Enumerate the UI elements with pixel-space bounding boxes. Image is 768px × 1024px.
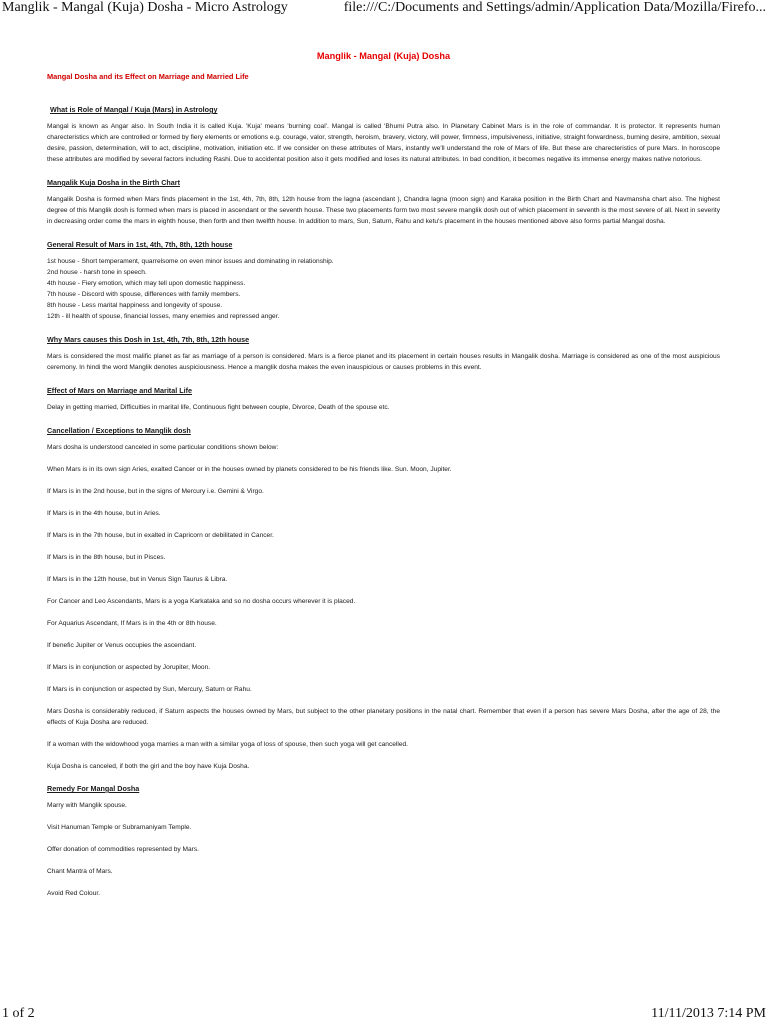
list-item: Chant Mantra of Mars. (47, 868, 113, 875)
list-item: If a woman with the widowhood yoga marries a man with a similar yoga of loss of spouse, then such yoga will get cancelled. (47, 741, 409, 748)
section-text-effect: Delay in getting married, Difficulties in marital life, Continuous fight between couple, Divorce, Death of the spouse etc. (47, 404, 390, 411)
section-heading-general-result: General Result of Mars in 1st, 4th, 7th, 8th, 12th house (47, 240, 233, 249)
list-item: Visit Hanuman Temple or Subramaniyam Temple. (47, 824, 192, 831)
list-item: For Aquarius Ascendant, If Mars is in the 4th or 8th house. (47, 620, 217, 627)
list-item: If Mars is in conjunction or aspected by Jorupiter, Moon. (47, 664, 211, 671)
section-text-why-mars: Mars is considered the most malific planet as far as marriage of a person is considered. Mars is a fierce planet and its placement in certain houses results in Mangalik dosha. Marriage is considered as one of the most auspicious ceremony. In hindi the word Manglik denotes auspiciousness. Hence a manglik dosha makes the even inauspicious or causes problems in this event. (47, 353, 720, 371)
list-item: 7th house - Discord with spouse, differences with family members. (47, 291, 241, 298)
list-item: Kuja Dosha is canceled, if both the girl and the boy have Kuja Dosha. (47, 763, 250, 770)
document-body (47, 50, 720, 910)
section-text-birth-chart: Mangalik Dosha is formed when Mars finds placement in the 1st, 4th, 7th, 8th, 12th house from the lagna (ascendant ), Chandra lagna (moon sign) and Karaka position in the Birth Chart and Navmansha chart also. The highest degree of this Manglik dosh is formed when mars is placed in ascendant or the seventh house. These two placements form two most severe manglik dosh out of which placement in seventh is the most severe of all. Next in severity in decreasing order come the mars in eighth house, then forth and then twelfth house. In addition to mars, Sun, Saturn, Rahu and ketu's placement in the houses mentioned above also forms partial Mangal dosha. (47, 196, 720, 225)
list-item: 8th house - Less marital happiness and longevity of spouse. (47, 302, 223, 309)
cancellation-list (47, 442, 720, 772)
page-title: Manglik - Mangal (Kuja) Dosha (316, 51, 451, 61)
remedy-list (47, 800, 720, 899)
list-item: If Mars is in the 7th house, but in exalted in Capricorn or debilitated in Cancer. (47, 532, 274, 539)
list-item: Mars Dosha is considerably reduced, if Saturn aspects the houses owned by Mars, but subject to the other planetary positions in the natal chart. Remember that even if a person has severe Mars Dosha, after the age of 28, the effects of Kuja Dosha are reduced. (47, 708, 720, 726)
list-item: Offer donation of commodities represented by Mars. (47, 846, 199, 853)
print-header (0, 0, 768, 18)
list-item: When Mars is in its own sign Aries, exalted Cancer or in the houses owned by planets considered to be his friends like. Sun. Moon, Jupiter. (47, 466, 452, 473)
page-number: 1 of 2 (2, 1006, 35, 1021)
list-item: If Mars is in the 4th house, but in Aries. (47, 510, 161, 517)
list-item: 12th - ill health of spouse, financial losses, many enemies and repressed anger. (47, 313, 280, 320)
list-item: For Cancer and Leo Ascendants, Mars is a yoga Karkataka and so no dosha occurs wherever it is placed. (47, 598, 356, 605)
print-datetime: 11/11/2013 7:14 PM (651, 1006, 766, 1021)
section-heading-remedy: Remedy For Mangal Dosha (47, 784, 140, 793)
print-header-path: file:///C:/Documents and Settings/admin/Application Data/Mozilla/Firefo... (343, 0, 766, 15)
list-item: If Mars is in the 8th house, but in Pisces. (47, 554, 166, 561)
list-item: If benefic Jupiter or Venus occupies the ascendant. (47, 642, 197, 649)
list-item: If Mars is in the 12th house, but in Venus Sign Taurus & Libra. (47, 576, 228, 583)
section-heading-birth-chart: Mangalik Kuja Dosha in the Birth Chart (47, 178, 180, 187)
list-item: Avoid Red Colour. (47, 890, 101, 897)
list-item: If Mars is in conjunction or aspected by Sun, Mercury, Saturn or Rahu. (47, 686, 252, 693)
section-text-role: Mangal is known as Angar also. In South India it is called Kuja. 'Kuja' means 'burning coal'. Mangal is called 'Bhumi Putra also. In Planetary Cabinet Mars is in the role of commandar. It is protector. It represents human charecteristics which are controlled or formed by fiery elements or emotions e.g. courage, valor, strength, heroism, bravery, victory, will power, firmness, impulsiveness, initiative, straight forwardness, burning desire, ambition, sexual desire, passion, determination, will to act, discipline, motivation, initiation etc. If we consider on these attributes of Mars, instantly we'll understand the role of Mars of life. But these are charecteristics of pure Mars. In horoscope these attributes are modified by several factors including Rashi. Due to accidental position also it gets modified and loses its natural attributes. In bad condition, it becomes negative its immense energy makes native notorious. (47, 123, 720, 163)
page-subtitle: Mangal Dosha and its Effect on Marriage and Married Life (47, 72, 249, 81)
section-heading-why-mars: Why Mars causes this Dosh in 1st, 4th, 7th, 8th, 12th house (47, 335, 250, 344)
print-header-title: Manglik - Mangal (Kuja) Dosha - Micro Astrology (2, 0, 288, 15)
list-item: 1st house - Short temperament, quarrelsome on even minor issues and dominating in relationship. (47, 258, 334, 265)
list-item: 4th house - Fiery emotion, which may tell upon domestic happiness. (47, 280, 246, 287)
section-heading-role: What is Role of Mangal / Kuja (Mars) in Astrology (50, 105, 218, 114)
section-heading-effect: Effect of Mars on Marriage and Marital Life (47, 386, 192, 395)
list-item: Marry with Manglik spouse. (47, 802, 127, 809)
list-item: If Mars is in the 2nd house, but in the signs of Mercury i.e. Gemini & Virgo. (47, 488, 264, 495)
list-item: Mars dosha is understood canceled in some particular conditions shown below: (47, 444, 279, 451)
house-result-list (47, 256, 720, 322)
print-footer (0, 1006, 768, 1024)
section-heading-cancellation: Cancellation / Exceptions to Manglik dosh (47, 426, 191, 435)
list-item: 2nd house - harsh tone in speech. (47, 269, 147, 276)
